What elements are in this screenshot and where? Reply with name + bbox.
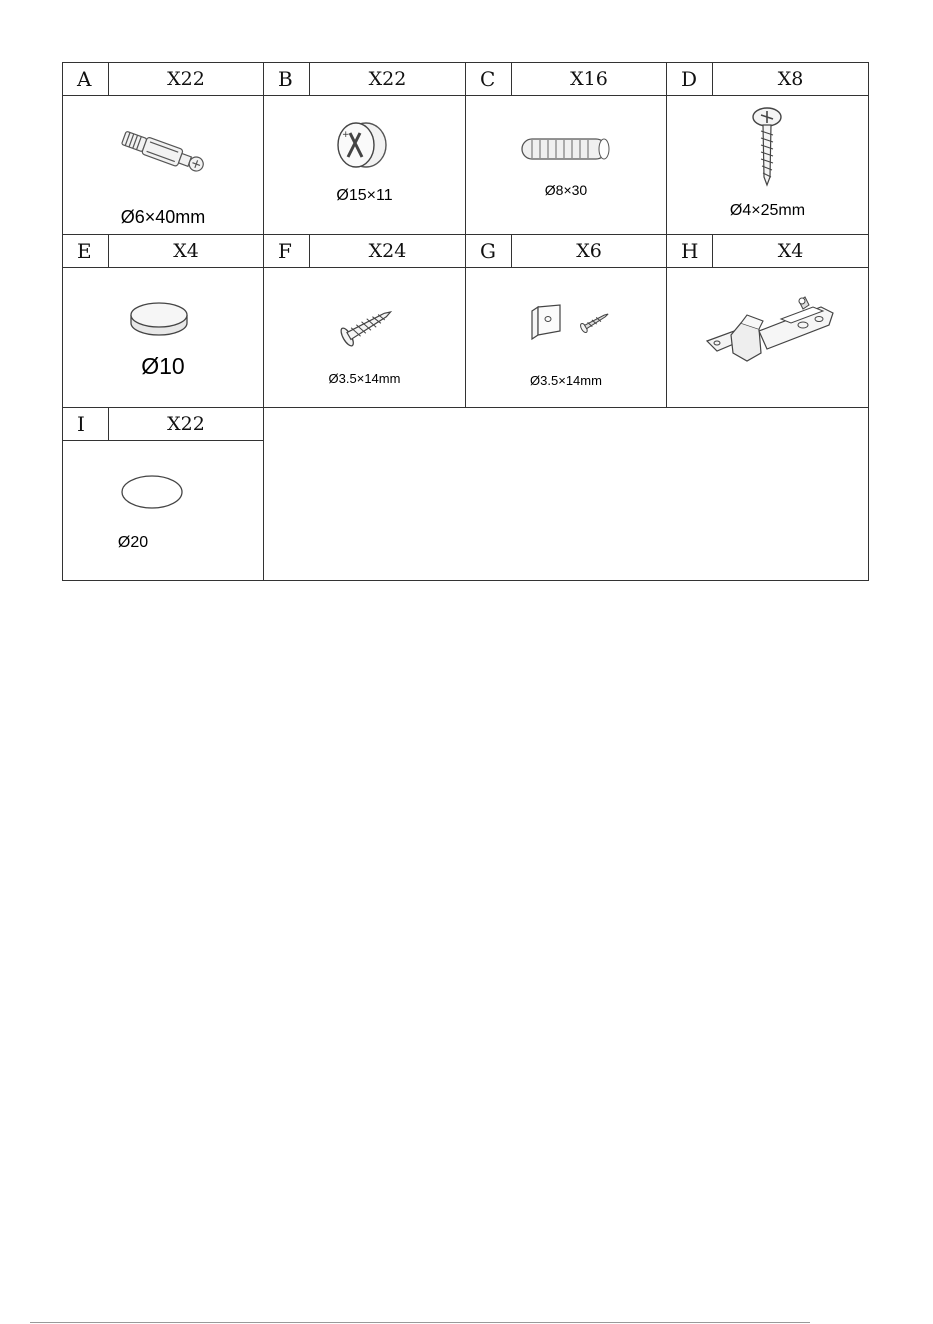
part-letter: F [264, 235, 310, 267]
part-cell-a [62, 62, 264, 235]
part-quantity: X4 [173, 240, 199, 262]
part-header [667, 235, 868, 268]
part-quantity: X22 [167, 68, 205, 90]
part-quantity: X22 [368, 68, 407, 90]
svg-text:+: + [342, 130, 350, 140]
round-sticker-cap-icon [119, 473, 185, 511]
cabinet-hinge-icon [701, 291, 841, 381]
part-spec: Ø3.5×14mm [328, 371, 401, 386]
wooden-dowel-icon [516, 135, 616, 165]
hardware-parts-table [62, 62, 869, 581]
part-letter: H [667, 235, 713, 267]
part-spec: Ø6×40mm [120, 207, 206, 227]
part-cell-b [263, 62, 466, 235]
part-quantity: X4 [777, 240, 804, 262]
part-header [667, 63, 868, 96]
part-header [466, 235, 666, 268]
part-cell-c [465, 62, 667, 235]
part-letter: I [63, 408, 109, 440]
part-letter: B [264, 63, 310, 95]
wood-screw-icon [338, 301, 398, 349]
part-letter: G [466, 235, 512, 267]
part-cell-f [263, 234, 466, 408]
round-cap-icon [127, 301, 191, 341]
part-cell-d [666, 62, 869, 235]
part-letter: D [667, 63, 713, 95]
part-quantity: X24 [368, 240, 407, 262]
part-spec: Ø3.5×14mm [530, 373, 602, 388]
part-header [264, 235, 465, 268]
part-quantity: X8 [777, 68, 804, 90]
part-quantity: X22 [167, 413, 205, 435]
empty-area [263, 407, 869, 581]
part-spec: Ø10 [141, 353, 185, 379]
page-bottom-divider [30, 1322, 810, 1323]
part-letter: C [466, 63, 512, 95]
cam-bolt-icon [113, 123, 213, 183]
part-header [63, 235, 263, 268]
part-cell-g [465, 234, 667, 408]
cam-lock-icon [332, 117, 392, 173]
part-spec: Ø8×30 [544, 182, 588, 198]
part-quantity: X16 [570, 68, 608, 90]
part-header [63, 63, 263, 96]
bracket-and-screw-icon [526, 301, 616, 347]
part-header [466, 63, 666, 96]
part-cell-h [666, 234, 869, 408]
part-spec: Ø20 [117, 534, 149, 551]
part-header [63, 408, 263, 441]
part-spec: Ø15×11 [336, 187, 393, 204]
pan-head-screw-icon [747, 105, 787, 189]
part-cell-i [62, 407, 264, 581]
part-header [264, 63, 465, 96]
part-quantity: X6 [576, 240, 602, 262]
part-cell-e [62, 234, 264, 408]
part-letter: E [63, 235, 109, 267]
part-letter: A [63, 63, 109, 95]
part-spec: Ø4×25mm [729, 202, 806, 219]
